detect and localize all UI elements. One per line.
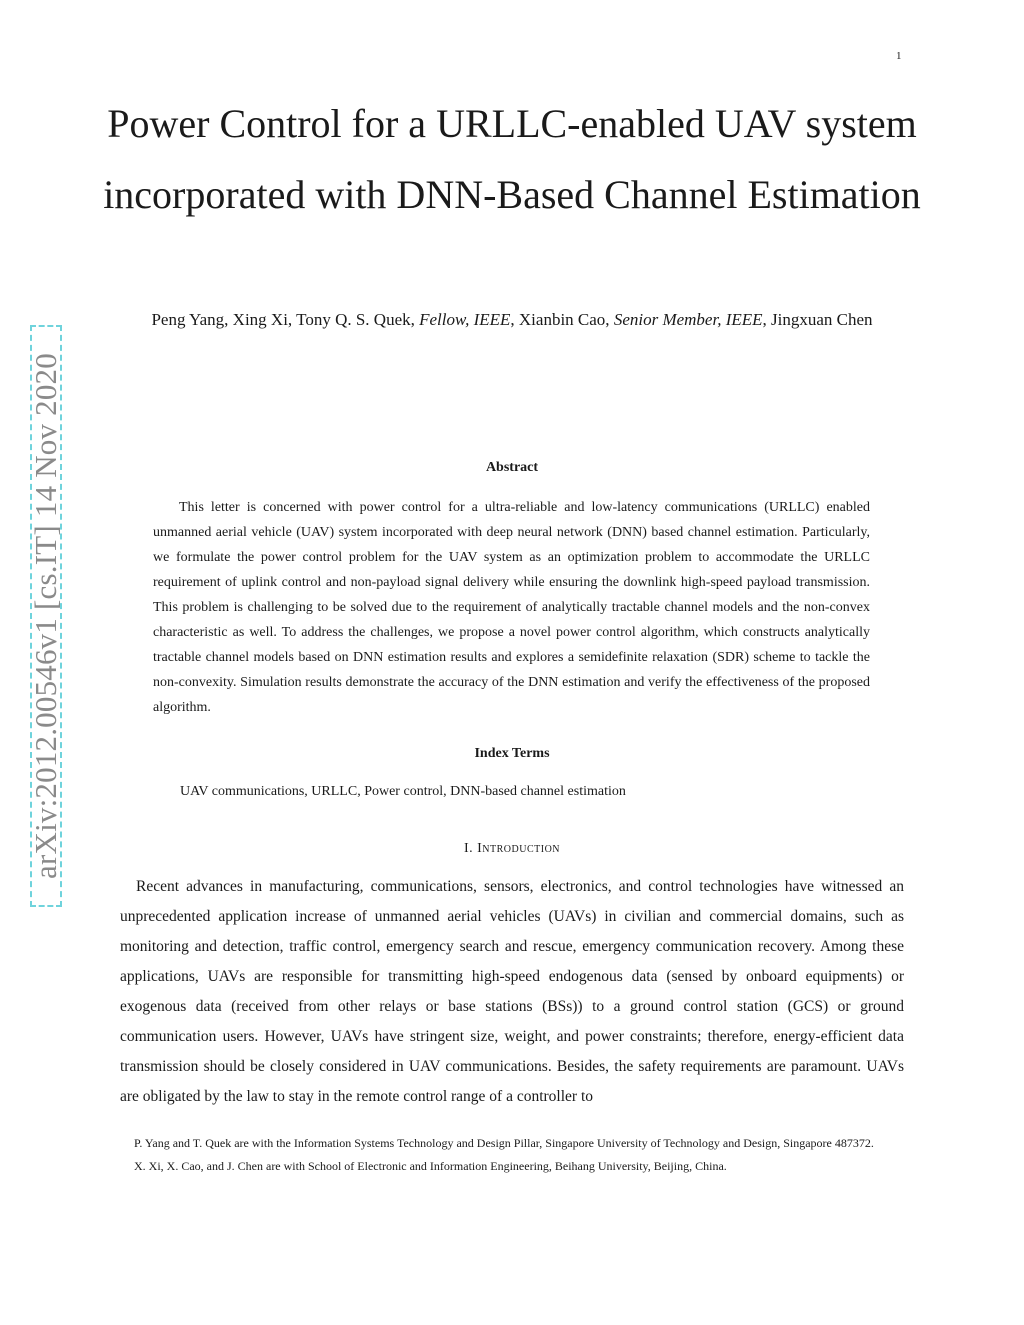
authors-part-3: , Jingxuan Chen [762,310,873,329]
paper-title: Power Control for a URLLC-enabled UAV system incorporated with DNN-Based Channel Estimation [103,101,921,217]
abstract-body: This letter is concerned with power control for a ultra-reliable and low-latency communications (URLLC) enabled unmanned aerial vehicle (UAV) system incorporated with deep neural network (DNN) based channel estimation. Particularly, we formulate the power control problem for the UAV system as an optimization problem to accommodate the URLLC requirement of uplink control and non-payload signal delivery while ensuring the downlink high-speed payload transmission. This problem is challenging to be solved due to the requirement of analytically tractable channel models and the non-convex characteristic as well. To address the challenges, we propose a novel power control algorithm, which constructs analytically tractable channel models based on DNN estimation results and explores a semidefinite relaxation (SDR) scheme to tackle the non-convexity. Simulation results demonstrate the accuracy of the DNN estimation and verify the effectiveness of the proposed algorithm. [153,500,870,715]
senior-member-title: Senior Member, IEEE [613,310,763,329]
index-terms-body: UAV communications, URLLC, Power control, DNN-based channel estimation [180,784,626,799]
page-number: 1 [896,50,902,62]
footnotes [120,1132,904,1178]
footnote-affiliation-1: P. Yang and T. Quek are with the Information Systems Technology and Design Pillar, Singapore University of Technology and Design, Singapore 487372. [134,1136,874,1150]
section-heading-introduction: I. Introduction [463,841,561,856]
authors-part-2: , Xianbin Cao, [510,310,614,329]
author-list [120,303,904,336]
abstract-heading: Abstract [485,460,539,475]
index-terms-heading: Index Terms [474,746,550,761]
footnote-affiliation-2: X. Xi, X. Cao, and J. Chen are with School of Electronic and Information Engineering, Beihang University, Beijing, China. [134,1159,727,1173]
introduction-body: Recent advances in manufacturing, communications, sensors, electronics, and control technologies have witnessed an unprecedented application increase of unmanned aerial vehicles (UAVs) in civilian and commercial domains, such as monitoring and detection, traffic control, emergency search and rescue, emergency communication recovery. Among these applications, UAVs are responsible for transmitting high-speed endogenous data (sensed by onboard equipments) or exogenous data (received from other relays or base stations (BSs)) to a ground control station (GCS) or ground communication users. However, UAVs have stringent size, weight, and power constraints; therefore, energy-efficient data transmission should be closely considered in UAV communications. Besides, the safety requirements are paramount. UAVs are obligated by the law to stay in the remote control range of a controller to [120,878,904,1105]
authors-part-1: Peng Yang, Xing Xi, Tony Q. S. Quek, [151,310,420,329]
fellow-title: Fellow, IEEE [419,310,511,329]
arxiv-stamp-text: arXiv:2012.00546v1 [cs.IT] 14 Nov 2020 [28,353,64,879]
arxiv-stamp[interactable] [30,325,62,907]
